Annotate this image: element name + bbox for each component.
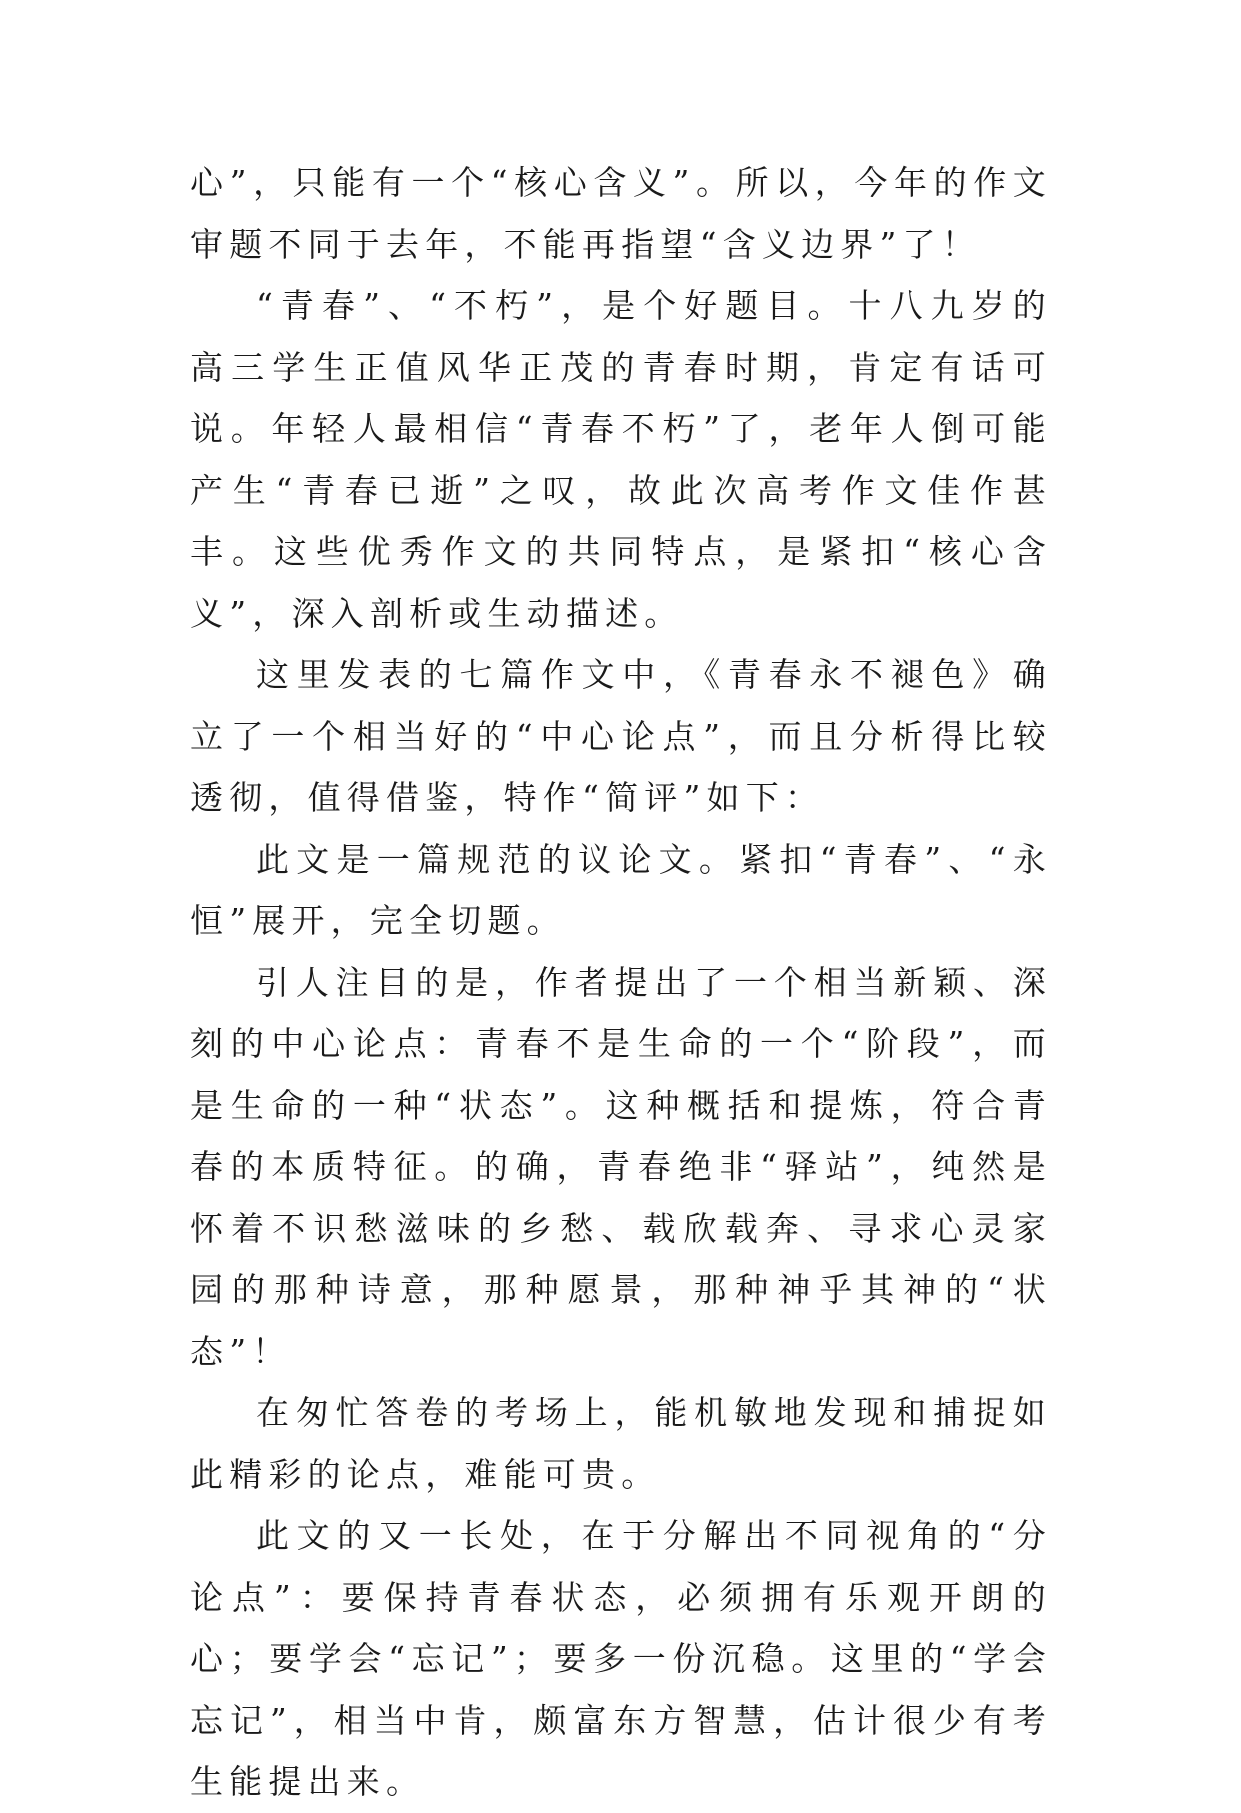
paragraph-4: 此文是一篇规范的议论文。紧扣“青春”、“永恒”展开，完全切题。 — [190, 839, 1052, 940]
paragraph-1: 心”，只能有一个“核心含义”。所以，今年的作文审题不同于去年，不能再指望“含义边界”了！ — [190, 163, 1052, 264]
paragraph-5: 引人注目的是，作者提出了一个相当新颖、深刻的中心论点：青春不是生命的一个“阶段”，而是生命的一种“状态”。这种概括和提炼，符合青春的本质特征。的确，青春绝非“驿站”，纯然是怀着不识愁滋味的乡愁、载欣载奔、寻求心灵家园的那种诗意，那种愿景，那种神乎其神的“状态”！ — [190, 962, 1052, 1371]
paragraph-6: 在匆忙答卷的考场上，能机敏地发现和捕捉如此精彩的论点，难能可贵。 — [190, 1393, 1052, 1494]
body-text — [190, 152, 1052, 1813]
paragraph-7: 此文的又一长处，在于分解出不同视角的“分论点”：要保持青春状态，必须拥有乐观开朗的心；要学会“忘记”；要多一份沉稳。这里的“学会忘记”，相当中肯，颇富东方智慧，估计很少有考生能提出来。 — [190, 1516, 1052, 1801]
paragraph-3: 这里发表的七篇作文中，《青春永不褪色》确立了一个相当好的“中心论点”，而且分析得比较透彻，值得借鉴，特作“简评”如下： — [190, 655, 1052, 817]
paragraph-2: “青春”、“不朽”，是个好题目。十八九岁的高三学生正值风华正茂的青春时期，肯定有话可说。年轻人最相信“青春不朽”了，老年人倒可能产生“青春已逝”之叹，故此次高考作文佳作甚丰。这些优秀作文的共同特点，是紧扣“核心含义”，深入剖析或生动描述。 — [190, 286, 1052, 633]
